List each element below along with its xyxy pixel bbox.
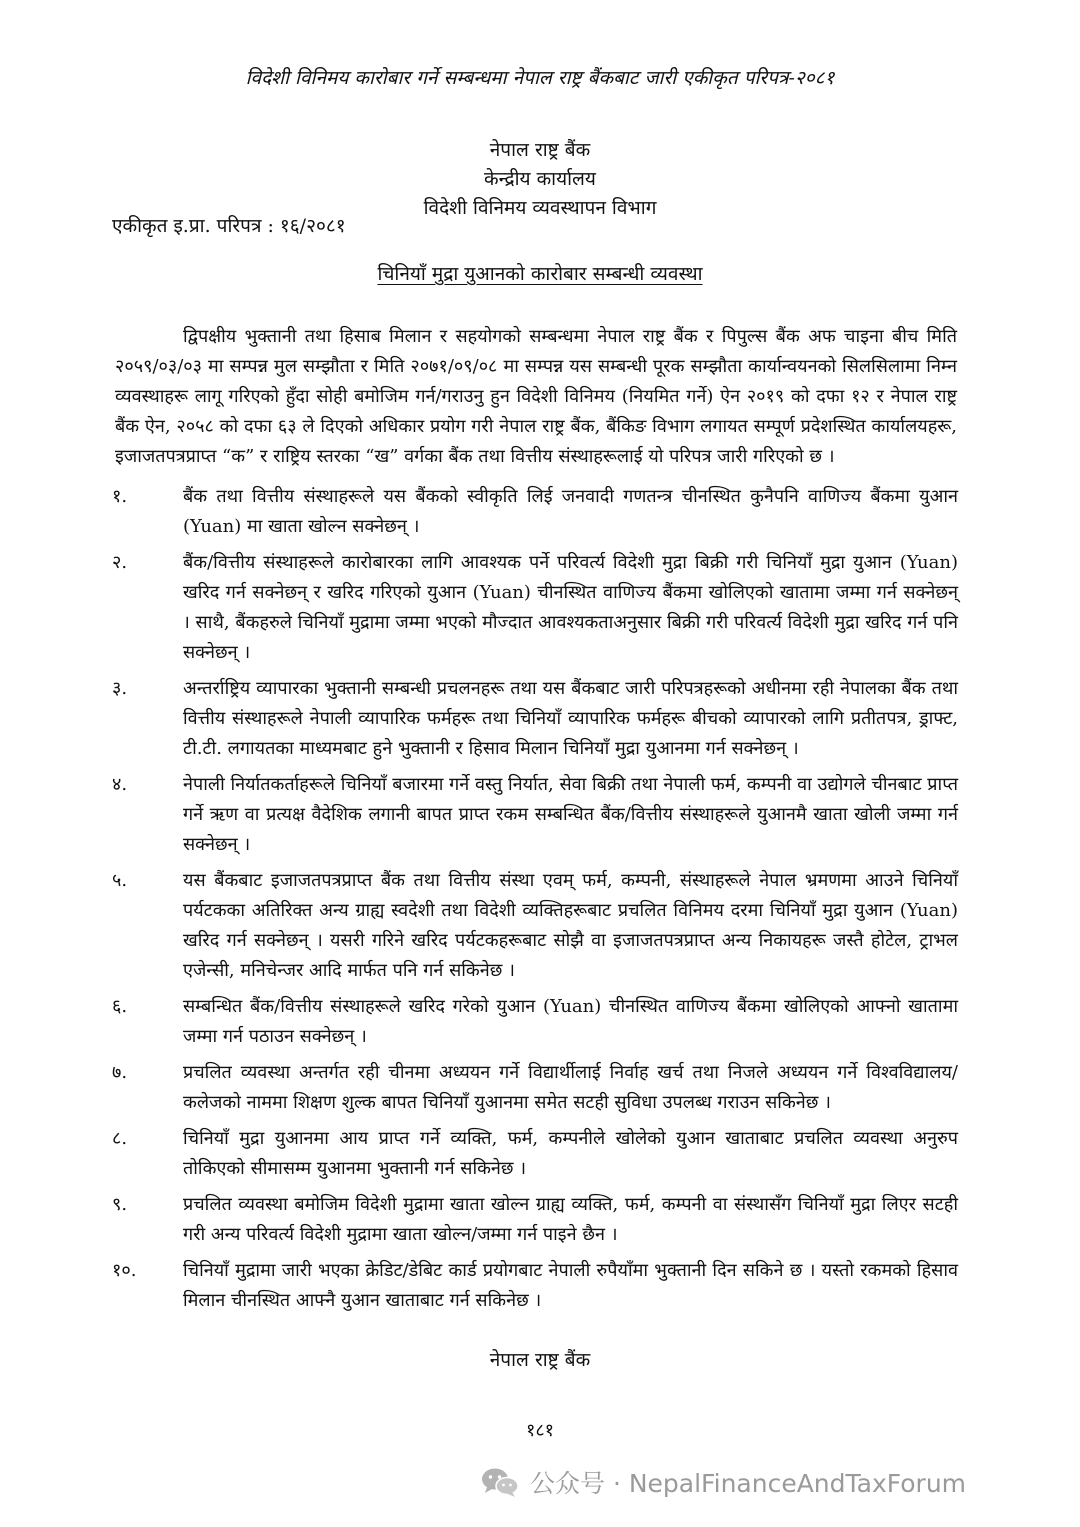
list-item bbox=[112, 548, 958, 668]
item-number: ९. bbox=[112, 1194, 128, 1215]
item-number: ५. bbox=[112, 870, 128, 891]
wechat-icon bbox=[480, 1466, 520, 1498]
item-text: चिनियाँ मुद्रा युआनमा आय प्राप्त गर्ने व्यक्ति, फर्म, कम्पनीले खोलेको युआन खाताबाट प्रचलित व्यवस्था अनुरुप तोकिएको सीमासम्म युआनमा भुक्तानी गर्न सकिनेछ । bbox=[183, 1128, 958, 1179]
item-text: प्रचलित व्यवस्था अन्तर्गत रही चीनमा अध्ययन गर्ने विद्यार्थीलाई निर्वाह खर्च तथा निजले अध्ययन गर्ने विश्वविद्यालय/कलेजको नाममा शिक्षण शुल्क बापत चिनियाँ युआनमा समेत सटही सुविधा उपलब्ध गराउन सकिनेछ । bbox=[183, 1062, 958, 1113]
signature: नेपाल राष्ट्र बैंक bbox=[489, 1349, 591, 1371]
intro-paragraph: द्विपक्षीय भुक्तानी तथा हिसाब मिलान र सहयोगको सम्बन्धमा नेपाल राष्ट्र बैंक र पिपुल्स बैंक अफ चाइना बीच मिति २०५९/०३/०३ मा सम्पन्न मुल सम्झौता र मिति २०७१/०९/०८ मा सम्पन्न यस सम्बन्धी पूरक सम्झौता कार्यान्वयनको सिलसिलामा निम्न व्यवस्थाहरू लागू गरिएको हुँदा सोही बमोजिम गर्न/गराउनु हुन विदेशी विनिमय (नियमित गर्ने) ऐन २०१९ को दफा १२ र नेपाल राष्ट्र बैंक ऐन, २०५८ को दफा ६३ ले दिएको अधिकार प्रयोग गरी नेपाल राष्ट्र बैंक, बैंकिङ विभाग लगायत सम्पूर्ण प्रदेशस्थित कार्यालयहरू, इजाजतपत्रप्राप्त “क” र राष्ट्रिय स्तरका “ख” वर्गका बैंक तथा वित्तीय संस्थाहरूलाई यो परिपत्र जारी गरिएको छ । bbox=[115, 326, 957, 467]
running-header: विदेशी विनिमय कारोबार गर्ने सम्बन्धमा नेपाल राष्ट्र बैंकबाट जारी एकीकृत परिपत्र-२०८१ bbox=[245, 67, 835, 89]
list-item bbox=[112, 1058, 958, 1118]
org-name: नेपाल राष्ट्र बैंक bbox=[489, 139, 591, 161]
list-item bbox=[112, 770, 958, 860]
item-text: बैंक तथा वित्तीय संस्थाहरूले यस बैंकको स्वीकृति लिई जनवादी गणतन्त्र चीनस्थित कुनैपनि वाणिज्य बैंकमा युआन (Yuan) मा खाता खोल्न सक्नेछन् । bbox=[183, 486, 958, 537]
list-item bbox=[112, 674, 958, 764]
document-title-wrap bbox=[0, 260, 1080, 286]
item-text: यस बैंकबाट इजाजतपत्रप्राप्त बैंक तथा वित्तीय संस्था एवम् फर्म, कम्पनी, संस्थाहरूले नेपाल भ्रमणमा आउने चिनियाँ पर्यटकका अतिरिक्त अन्य ग्राह्य स्वदेशी तथा विदेशी व्यक्तिहरूबाट प्रचलित विनिमय दरमा चिनियाँ मुद्रा युआन (Yuan) खरिद गर्न सक्नेछन् । यसरी गरिने खरिद पर्यटकहरूबाट सोझै वा इजाजतपत्रप्राप्त अन्य निकायहरू जस्तै होटेल, ट्राभल एजेन्सी, मनिचेन्जर आदि मार्फत पनि गर्न सकिनेछ । bbox=[183, 870, 958, 981]
watermark bbox=[480, 1462, 966, 1502]
item-number: ७. bbox=[112, 1062, 128, 1083]
list-item bbox=[112, 1124, 958, 1184]
item-number: २. bbox=[112, 552, 128, 573]
item-text: अन्तर्राष्ट्रिय व्यापारका भुक्तानी सम्बन्धी प्रचलनहरू तथा यस बैंकबाट जारी परिपत्रहरूको अधीनमा रही नेपालका बैंक तथा वित्तीय संस्थाहरूले नेपाली व्यापारिक फर्महरू तथा चिनियाँ व्यापारिक फर्महरू बीचको व्यापारको लागि प्रतीतपत्र, ड्राफ्ट, टी.टी. लगायतका माध्यमबाट हुने भुक्तानी र हिसाव मिलान चिनियाँ मुद्रा युआनमा गर्न सक्नेछन् । bbox=[183, 678, 958, 759]
item-number: १०. bbox=[112, 1260, 137, 1281]
item-number: ४. bbox=[112, 774, 128, 795]
list-item bbox=[112, 1256, 958, 1316]
item-text: बैंक/वित्तीय संस्थाहरूले कारोबारका लागि आवश्यक पर्ने परिवर्त्य विदेशी मुद्रा बिक्री गरी चिनियाँ मुद्रा युआन (Yuan) खरिद गर्न सक्नेछन् र खरिद गरिएको युआन (Yuan) चीनस्थित वाणिज्य बैंकमा खोलिएको खातामा जम्मा गर्न सक्नेछन् । साथै, बैंकहरुले चिनियाँ मुद्रामा जम्मा भएको मौज्दात आवश्यकताअनुसार बिक्री गरी परिवर्त्य विदेशी मुद्रा खरिद गर्न पनि सक्नेछन् । bbox=[183, 552, 958, 663]
circular-number: एकीकृत इ.प्रा. परिपत्र : १६/२०८१ bbox=[112, 215, 346, 237]
item-number: ३. bbox=[112, 678, 128, 699]
provisions-list bbox=[112, 482, 958, 1322]
item-number: १. bbox=[112, 486, 128, 507]
list-item bbox=[112, 992, 958, 1052]
watermark-text: 公众号 · NepalFinanceAndTaxForum bbox=[530, 1469, 967, 1498]
list-item bbox=[112, 482, 958, 542]
item-text: नेपाली निर्यातकर्ताहरूले चिनियाँ बजारमा गर्ने वस्तु निर्यात, सेवा बिक्री तथा नेपाली फर्म, कम्पनी वा उद्योगले चीनबाट प्राप्त गर्ने ऋण वा प्रत्यक्ष वैदेशिक लगानी बापत प्राप्त रकम सम्बन्धित बैंक/वित्तीय संस्थाहरूले युआनमै खाता खोली जम्मा गर्न सक्नेछन् । bbox=[183, 774, 958, 855]
org-block bbox=[0, 136, 1080, 223]
item-text: चिनियाँ मुद्रामा जारी भएका क्रेडिट/डेबिट कार्ड प्रयोगबाट नेपाली रुपैयाँमा भुक्तानी दिन सकिने छ । यस्तो रकमको हिसाव मिलान चीनस्थित आफ्नै युआन खाताबाट गर्न सकिनेछ । bbox=[183, 1260, 958, 1311]
item-text: प्रचलित व्यवस्था बमोजिम विदेशी मुद्रामा खाता खोल्न ग्राह्य व्यक्ति, फर्म, कम्पनी वा संस्थासँग चिनियाँ मुद्रा लिएर सटही गरी अन्य परिवर्त्य विदेशी मुद्रामा खाता खोल्न/जम्मा गर्न पाइने छैन । bbox=[183, 1194, 958, 1245]
org-office: केन्द्रीय कार्यालय bbox=[484, 168, 596, 190]
list-item bbox=[112, 866, 958, 986]
list-item bbox=[112, 1190, 958, 1250]
page-number: १८१ bbox=[525, 1420, 555, 1441]
document-title: चिनियाँ मुद्रा युआनको कारोबार सम्बन्धी व्यवस्था bbox=[377, 263, 703, 285]
item-text: सम्बन्धित बैंक/वित्तीय संस्थाहरूले खरिद गरेको युआन (Yuan) चीनस्थित वाणिज्य बैंकमा खोलिएको आफ्नो खातामा जम्मा गर्न पठाउन सक्नेछन् । bbox=[183, 996, 958, 1047]
item-number: ६. bbox=[112, 996, 128, 1017]
org-department: विदेशी विनिमय व्यवस्थापन विभाग bbox=[423, 197, 657, 219]
item-number: ८. bbox=[112, 1128, 128, 1149]
